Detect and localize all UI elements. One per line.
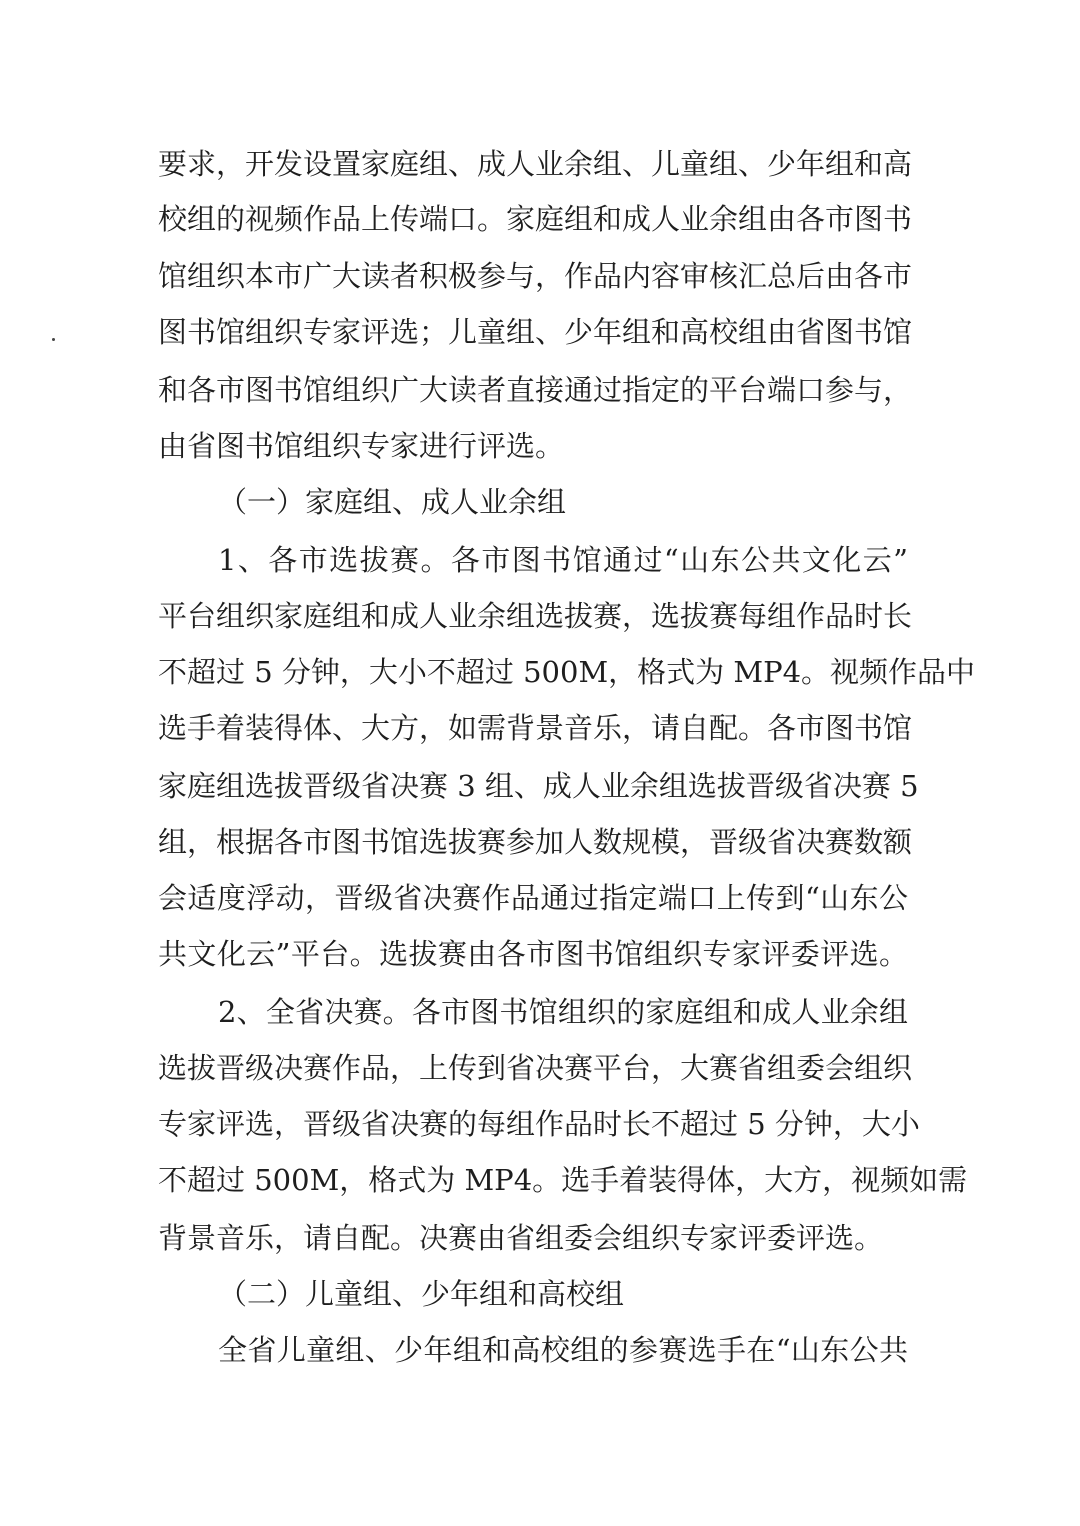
paragraph-line: 不超过 500M，格式为 MP4。选手着装得体，大方，视频如需 [158, 1163, 968, 1197]
paragraph-line: 共文化云”平台。选拔赛由各市图书馆组织专家评委评选。 [158, 937, 908, 971]
paragraph-line: 选手着装得体、大方，如需背景音乐，请自配。各市图书馆 [158, 711, 913, 745]
paragraph-line: 家庭组选拔晋级省决赛 3 组、成人业余组选拔晋级省决赛 5 [158, 769, 919, 803]
paragraph-line: 馆组织本市广大读者积极参与，作品内容审核汇总后由各市 [158, 259, 913, 293]
paragraph-line: 1、各市选拔赛。各市图书馆通过“山东公共文化云” [218, 543, 908, 577]
paragraph-line: 要求，开发设置家庭组、成人业余组、儿童组、少年组和高 [158, 147, 913, 181]
paragraph-line: 平台组织家庭组和成人业余组选拔赛，选拔赛每组作品时长 [158, 599, 913, 633]
paragraph-line: 组，根据各市图书馆选拔赛参加人数规模，晋级省决赛数额 [158, 825, 913, 859]
paragraph-line: 选拔晋级决赛作品，上传到省决赛平台，大赛省组委会组织 [158, 1051, 913, 1085]
paragraph-line: 背景音乐，请自配。决赛由省组委会组织专家评委评选。 [158, 1221, 884, 1255]
paragraph-line: 和各市图书馆组织广大读者直接通过指定的平台端口参与， [158, 373, 913, 407]
scan-speck [52, 338, 55, 341]
paragraph-line: 会适度浮动，晋级省决赛作品通过指定端口上传到“山东公 [158, 881, 908, 915]
paragraph-line: 全省儿童组、少年组和高校组的参赛选手在“山东公共 [218, 1333, 908, 1367]
paragraph-line: 图书馆组织专家评选；儿童组、少年组和高校组由省图书馆 [158, 315, 913, 349]
paragraph-line: 2、全省决赛。各市图书馆组织的家庭组和成人业余组 [218, 995, 908, 1029]
section-heading-2: （二）儿童组、少年组和高校组 [218, 1277, 625, 1311]
paragraph-line: 专家评选，晋级省决赛的每组作品时长不超过 5 分钟，大小 [158, 1107, 920, 1141]
paragraph-line: 不超过 5 分钟，大小不超过 500M，格式为 MP4。视频作品中 [158, 655, 976, 689]
section-heading-1: （一）家庭组、成人业余组 [218, 485, 567, 519]
paragraph-line: 校组的视频作品上传端口。家庭组和成人业余组由各市图书 [158, 202, 913, 236]
paragraph-line: 由省图书馆组织专家进行评选。 [158, 429, 565, 463]
